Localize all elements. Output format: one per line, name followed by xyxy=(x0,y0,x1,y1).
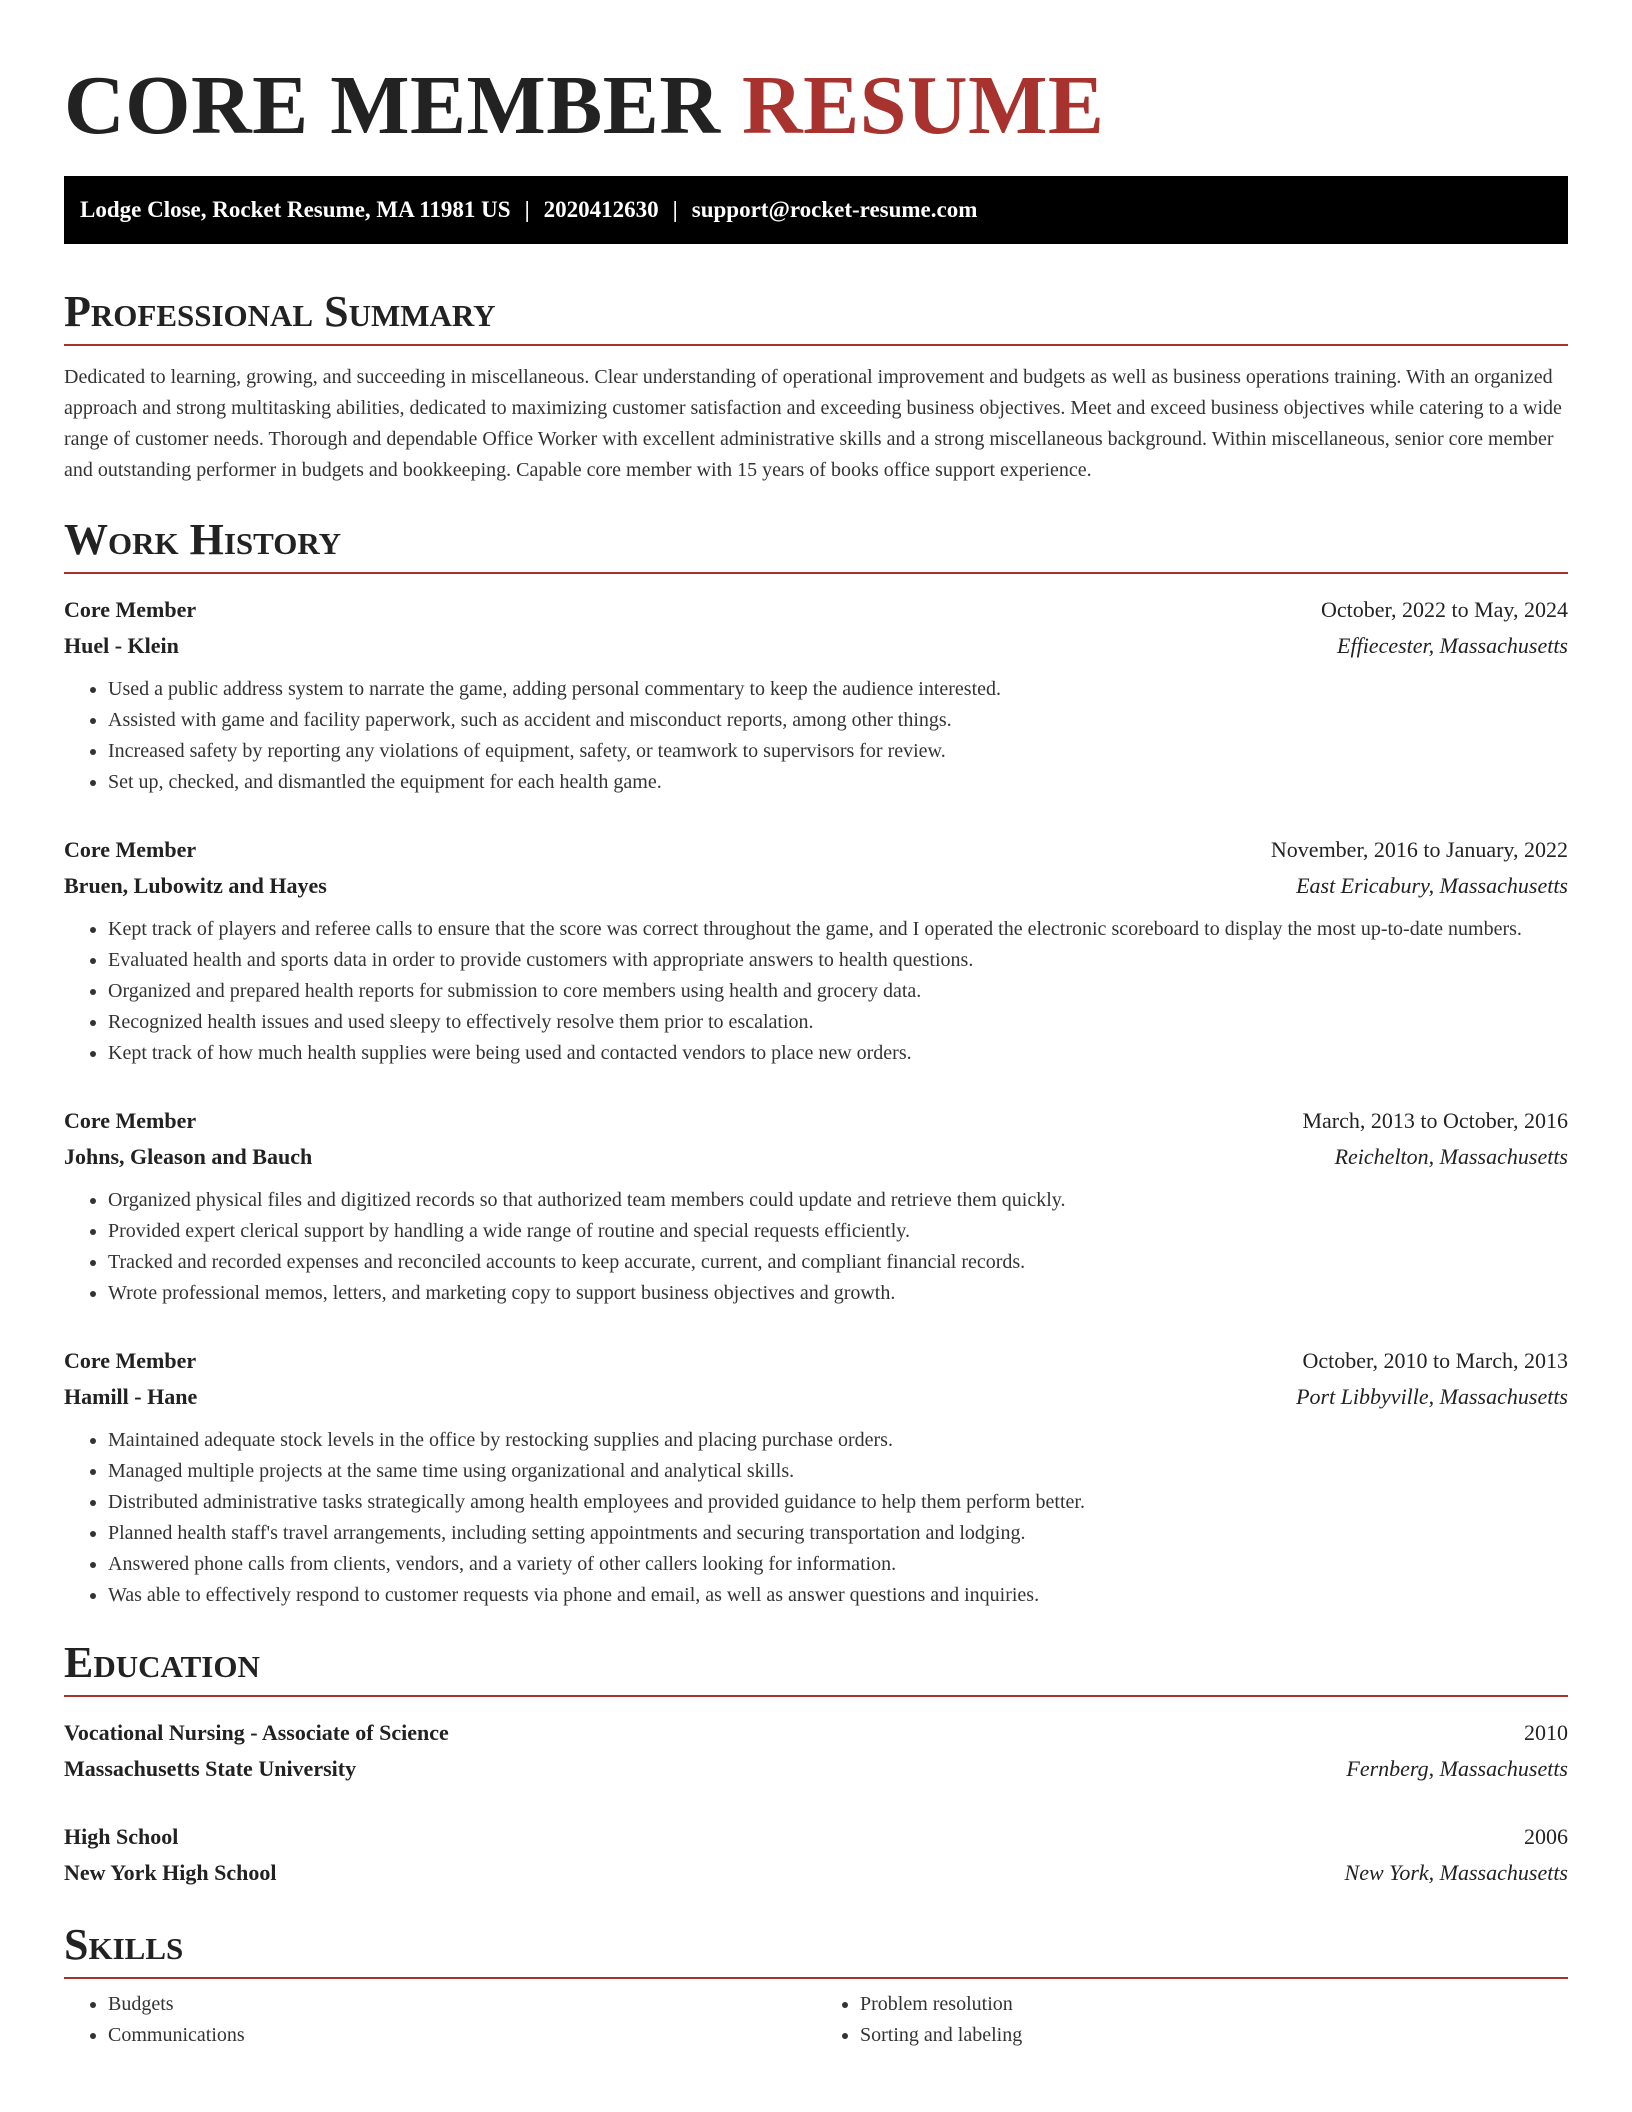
job-bullet: • Answered phone calls from clients, vendors, and a variety of other callers looking for information. xyxy=(108,1549,1568,1580)
contact-phone: 2020412630 xyxy=(543,197,659,222)
contact-address: Lodge Close, Rocket Resume, MA 11981 US xyxy=(80,197,511,222)
job-bullets xyxy=(64,1425,1568,1611)
edu-school: New York High School xyxy=(64,1860,277,1885)
job-bullet: • Provided expert clerical support by handling a wide range of routine and special requests efficiently. xyxy=(108,1216,1568,1247)
section-divider xyxy=(64,1695,1568,1697)
education-heading: Education xyxy=(64,1638,260,1687)
job-entry xyxy=(64,1103,1568,1309)
job-bullet: • Assisted with game and facility paperwork, such as accident and misconduct reports, among other things. xyxy=(108,705,1568,736)
job-dates: October, 2010 to March, 2013 xyxy=(1302,1348,1568,1373)
skills-section xyxy=(64,1919,1568,2051)
skills-columns xyxy=(64,1989,1568,2051)
job-bullet: • Distributed administrative tasks strategically among health employees and provided guidance to help them perform better. xyxy=(108,1487,1568,1518)
job-title: Core Member xyxy=(64,1108,197,1133)
job-bullet: • Was able to effectively respond to customer requests via phone and email, as well as answer questions and inquiries. xyxy=(108,1580,1568,1611)
job-entry xyxy=(64,1343,1568,1611)
summary-text: Dedicated to learning, growing, and succeeding in miscellaneous. Clear understanding of operational improvement and budgets as well as business operations training. With an organized approach and strong multitasking abilities, dedicated to maximizing customer satisfaction and exceeding business objectives. Meet and exceed business objectives while catering to a wide range of customer needs. Thorough and dependable Office Worker with excellent administrative skills and a strong miscellaneous background. Within miscellaneous, senior core member and outstanding performer in budgets and bookkeeping. Capable core member with 15 years of books office support experience. xyxy=(64,366,1562,481)
job-bullet: • Kept track of players and referee calls to ensure that the score was correct throughout the game, and I operated the electronic scoreboard to display the most up-to-date numbers. xyxy=(108,914,1568,945)
job-bullet: • Organized physical files and digitized records so that authorized team members could update and retrieve them quickly. xyxy=(108,1185,1568,1216)
contact-separator: | xyxy=(524,197,530,222)
section-divider xyxy=(64,1977,1568,1979)
job-company: Bruen, Lubowitz and Hayes xyxy=(64,873,327,898)
summary-heading: Professional Summary xyxy=(64,287,496,336)
job-company: Johns, Gleason and Bauch xyxy=(64,1144,313,1169)
skill-item: • Sorting and labeling xyxy=(860,2020,1568,2051)
edu-year: 2006 xyxy=(1524,1824,1568,1849)
contact-separator: | xyxy=(672,197,678,222)
job-bullet: • Kept track of how much health supplies were being used and contacted vendors to place new orders. xyxy=(108,1038,1568,1069)
job-location: Reichelton, Massachusetts xyxy=(1334,1144,1568,1169)
job-dates: November, 2016 to January, 2022 xyxy=(1270,837,1568,862)
job-location: Port Libbyville, Massachusetts xyxy=(1296,1384,1568,1409)
skill-item: • Budgets xyxy=(108,1989,816,2020)
job-dates: October, 2022 to May, 2024 xyxy=(1321,597,1568,622)
job-bullet: • Tracked and recorded expenses and reconciled accounts to keep accurate, current, and compliant financial records. xyxy=(108,1247,1568,1278)
summary-section xyxy=(64,286,1568,486)
job-bullet: • Recognized health issues and used sleepy to effectively resolve them prior to escalation. xyxy=(108,1007,1568,1038)
contact-bar xyxy=(64,176,1568,244)
job-title: Core Member xyxy=(64,837,197,862)
job-company: Huel - Klein xyxy=(64,633,179,658)
education-entry xyxy=(64,1715,1568,1787)
skills-right-column xyxy=(816,1989,1568,2051)
contact-email: support@rocket-resume.com xyxy=(691,197,978,222)
edu-location: Fernberg, Massachusetts xyxy=(1346,1756,1568,1781)
job-bullet: • Planned health staff's travel arrangements, including setting appointments and securing transportation and lodging. xyxy=(108,1518,1568,1549)
skill-item: • Communications xyxy=(108,2020,816,2051)
job-title: Core Member xyxy=(64,1348,197,1373)
job-location: East Ericabury, Massachusetts xyxy=(1296,873,1568,898)
edu-year: 2010 xyxy=(1524,1720,1568,1745)
job-bullet: • Organized and prepared health reports for submission to core members using health and grocery data. xyxy=(108,976,1568,1007)
skills-heading: Skills xyxy=(64,1920,184,1969)
skill-item: • Problem resolution xyxy=(860,1989,1568,2020)
edu-degree: Vocational Nursing - Associate of Science xyxy=(64,1720,449,1745)
job-bullet: • Wrote professional memos, letters, and marketing copy to support business objectives and growth. xyxy=(108,1278,1568,1309)
job-dates: March, 2013 to October, 2016 xyxy=(1302,1108,1568,1133)
skills-left-column xyxy=(64,1989,816,2051)
job-bullet: • Used a public address system to narrate the game, adding personal commentary to keep the audience interested. xyxy=(108,674,1568,705)
title-main: CORE MEMBER xyxy=(64,59,721,152)
job-bullet: • Maintained adequate stock levels in the office by restocking supplies and placing purchase orders. xyxy=(108,1425,1568,1456)
job-bullets xyxy=(64,1185,1568,1309)
job-bullets xyxy=(64,674,1568,798)
job-bullet: • Set up, checked, and dismantled the equipment for each health game. xyxy=(108,767,1568,798)
edu-location: New York, Massachusetts xyxy=(1344,1860,1568,1885)
work-heading: Work History xyxy=(64,515,342,564)
title-accent: RESUME xyxy=(742,59,1105,152)
job-company: Hamill - Hane xyxy=(64,1384,198,1409)
job-bullet: • Evaluated health and sports data in order to provide customers with appropriate answers to health questions. xyxy=(108,945,1568,976)
section-divider xyxy=(64,344,1568,346)
section-divider xyxy=(64,572,1568,574)
education-entry xyxy=(64,1819,1568,1891)
job-entry xyxy=(64,592,1568,798)
job-entry xyxy=(64,832,1568,1069)
job-title: Core Member xyxy=(64,597,197,622)
resume-title xyxy=(64,0,1568,156)
job-bullet: • Managed multiple projects at the same time using organizational and analytical skills. xyxy=(108,1456,1568,1487)
work-section xyxy=(64,514,1568,1611)
education-section xyxy=(64,1637,1568,1891)
edu-degree: High School xyxy=(64,1824,179,1849)
job-location: Effiecester, Massachusetts xyxy=(1337,633,1568,658)
edu-school: Massachusetts State University xyxy=(64,1756,357,1781)
job-bullets xyxy=(64,914,1568,1069)
job-bullet: • Increased safety by reporting any violations of equipment, safety, or teamwork to supervisors for review. xyxy=(108,736,1568,767)
